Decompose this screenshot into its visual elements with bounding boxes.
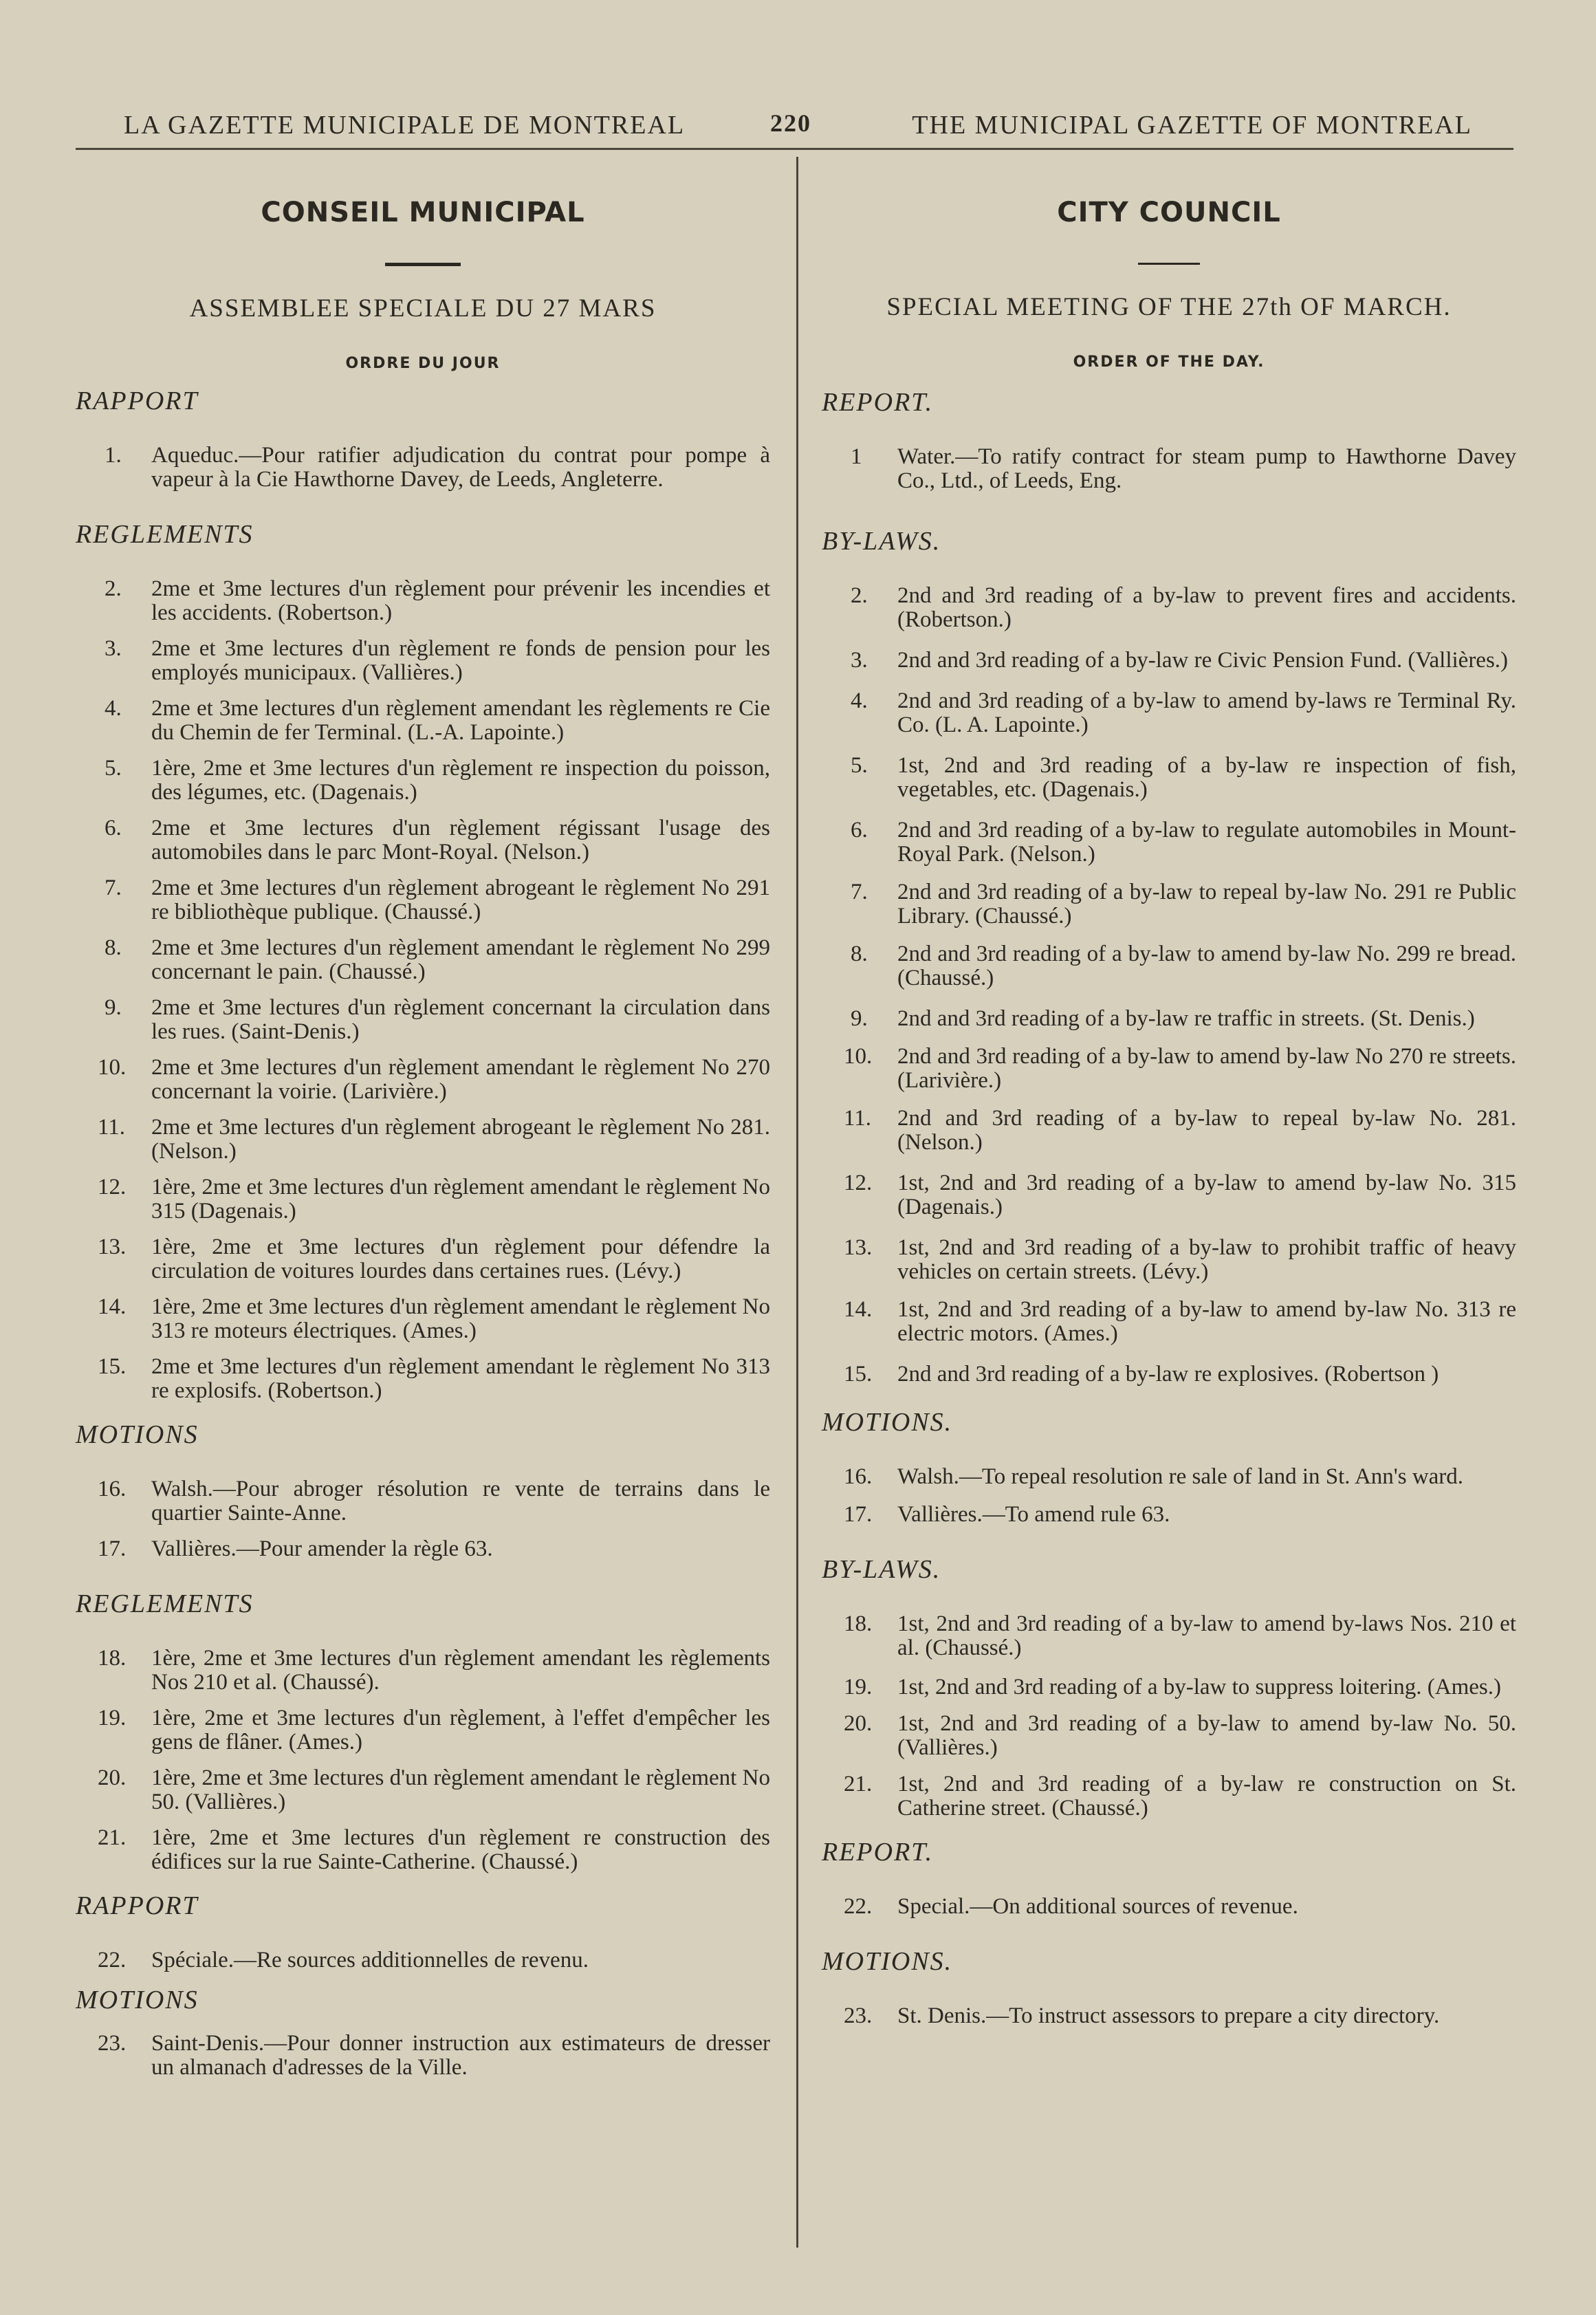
item-text: 1ère, 2me et 3me lectures d'un règlement amendant le règlement No 315 (Dagenais.) — [151, 1175, 770, 1224]
item-number: 16. — [844, 1464, 873, 1489]
item-number: 2. — [105, 576, 122, 601]
list-item — [822, 754, 1516, 802]
list-item — [822, 1675, 1516, 1699]
item-number: 22. — [98, 1948, 127, 1972]
list-item — [76, 577, 770, 625]
item-number: 20. — [844, 1711, 873, 1736]
english-order-heading: ORDER OF THE DAY. — [1073, 354, 1265, 371]
french-order-heading: ORDRE DU JOUR — [345, 355, 501, 372]
header-rule — [76, 148, 1513, 150]
english-column — [822, 186, 1516, 2040]
item-text: 1ère, 2me et 3me lectures d'un règlement amendant le règlement No 313 re moteurs électriques. (Ames.) — [151, 1294, 770, 1343]
page-number: 220 — [770, 109, 811, 137]
item-number: 3. — [851, 648, 868, 673]
list-item — [822, 2004, 1516, 2028]
english-title: CITY COUNCIL — [1057, 197, 1281, 228]
list-item — [76, 637, 770, 685]
list-item — [76, 1706, 770, 1754]
section-heading: REGLEMENTS — [76, 520, 254, 549]
item-number: 9. — [851, 1006, 868, 1031]
item-text: 2nd and 3rd reading of a by-law to repeal by-law No. 291 re Public Library. (Chaussé.) — [897, 880, 1516, 928]
item-text: Vallières.—Pour amender la règle 63. — [151, 1536, 493, 1561]
list-item — [822, 1503, 1516, 1527]
list-item — [822, 1362, 1516, 1387]
item-number: 18. — [844, 1611, 873, 1636]
item-text: Special.—On additional sources of revenue. — [897, 1894, 1298, 1919]
section-heading: RAPPORT — [76, 1891, 199, 1920]
list-item — [76, 1295, 770, 1343]
french-subtitle: ASSEMBLEE SPECIALE DU 27 MARS — [189, 294, 657, 323]
item-text: 1ère, 2me et 3me lectures d'un règlement, à l'effet d'empêcher les gens de flâner. (Ames.) — [151, 1706, 770, 1754]
section-heading: MOTIONS — [76, 1986, 199, 2014]
item-number: 13. — [98, 1235, 127, 1259]
list-item — [822, 649, 1516, 673]
list-item — [76, 1537, 770, 1561]
item-text: Aqueduc.—Pour ratifier adjudication du contrat pour pompe à vapeur à la Cie Hawthorne Davey, de Leeds, Angleterre. — [151, 443, 770, 492]
item-number: 18. — [98, 1646, 127, 1671]
item-text: 2me et 3me lectures d'un règlement pour prévenir les incendies et les accidents. (Robertson.) — [151, 576, 770, 625]
item-number: 1 — [851, 444, 862, 469]
item-text: 1st, 2nd and 3rd reading of a by-law re construction on St. Catherine street. (Chaussé.) — [897, 1772, 1516, 1821]
title-dash — [1138, 263, 1200, 265]
item-text: Vallières.—To amend rule 63. — [897, 1502, 1170, 1527]
list-item — [822, 880, 1516, 928]
english-subtitle: SPECIAL MEETING OF THE 27th OF MARCH. — [886, 293, 1452, 321]
list-item — [822, 1236, 1516, 1284]
list-item — [76, 444, 770, 492]
item-text: 2nd and 3rd reading of a by-law to amend by-law No 270 re streets. (Larivière.) — [897, 1044, 1516, 1093]
item-text: 2nd and 3rd reading of a by-law to amend by-laws re Terminal Ry. Co. (L. A. Lapointe.) — [897, 688, 1516, 737]
list-item — [822, 689, 1516, 737]
item-text: 1st, 2nd and 3rd reading of a by-law to amend by-law No. 313 re electric motors. (Ames.) — [897, 1297, 1516, 1346]
item-text: 2nd and 3rd reading of a by-law to regulate automobiles in Mount-Royal Park. (Nelson.) — [897, 818, 1516, 867]
item-text: 1ère, 2me et 3me lectures d'un règlement amendant les règlements Nos 210 et al. (Chaussé). — [151, 1646, 770, 1695]
section-heading: MOTIONS. — [822, 1408, 953, 1437]
item-number: 10. — [98, 1055, 127, 1080]
item-number: 1. — [105, 443, 122, 468]
item-number: 16. — [98, 1477, 127, 1501]
list-item — [822, 1612, 1516, 1660]
list-item — [822, 942, 1516, 990]
item-number: 23. — [844, 2003, 873, 2028]
list-item — [76, 1477, 770, 1525]
section-heading: BY-LAWS. — [822, 527, 941, 556]
item-text: 2me et 3me lectures d'un règlement abrogeant le règlement No 281. (Nelson.) — [151, 1115, 770, 1164]
list-item — [822, 1007, 1516, 1031]
list-item — [76, 1235, 770, 1283]
list-item — [76, 1056, 770, 1104]
item-number: 2. — [851, 583, 868, 608]
list-item — [76, 996, 770, 1044]
list-item — [76, 1646, 770, 1695]
item-text: 2nd and 3rd reading of a by-law re Civic Pension Fund. (Vallières.) — [897, 648, 1509, 673]
item-text: Walsh.—To repeal resolution re sale of land in St. Ann's ward. — [897, 1464, 1464, 1489]
list-item — [76, 697, 770, 745]
item-number: 4. — [105, 696, 122, 721]
item-number: 15. — [98, 1354, 127, 1379]
list-item — [76, 1826, 770, 1874]
item-number: 11. — [98, 1115, 126, 1140]
list-item — [76, 1355, 770, 1403]
item-text: 2me et 3me lectures d'un règlement amendant les règlements re Cie du Chemin de fer Terminal. (L.-A. Lapointe.) — [151, 696, 770, 745]
list-item — [822, 584, 1516, 632]
item-number: 6. — [105, 816, 122, 840]
item-text: 2nd and 3rd reading of a by-law to prevent fires and accidents. (Robertson.) — [897, 583, 1516, 632]
page-header — [76, 103, 1520, 151]
item-number: 11. — [844, 1106, 872, 1131]
item-number: 17. — [98, 1536, 127, 1561]
item-text: Water.—To ratify contract for steam pump to Hawthorne Davey Co., Ltd., of Leeds, Eng. — [897, 444, 1516, 493]
item-text: 2me et 3me lectures d'un règlement amendant le règlement No 299 concernant le pain. (Chaussé.) — [151, 935, 770, 984]
list-item — [76, 1948, 770, 1972]
list-item — [822, 1465, 1516, 1489]
item-number: 8. — [851, 942, 868, 966]
item-number: 5. — [105, 756, 122, 781]
list-item — [76, 757, 770, 805]
item-text: 1st, 2nd and 3rd reading of a by-law re inspection of fish, vegetables, etc. (Dagenais.) — [897, 753, 1516, 802]
list-item — [822, 1772, 1516, 1821]
item-text: 1st, 2nd and 3rd reading of a by-law to suppress loitering. (Ames.) — [897, 1675, 1501, 1699]
item-number: 21. — [844, 1772, 873, 1796]
list-item — [76, 1175, 770, 1224]
item-text: 1st, 2nd and 3rd reading of a by-law to prohibit traffic of heavy vehicles on certain streets. (Lévy.) — [897, 1235, 1516, 1284]
item-text: 1ère, 2me et 3me lectures d'un règlement amendant le règlement No 50. (Vallières.) — [151, 1765, 770, 1814]
list-item — [822, 1171, 1516, 1219]
item-text: 2nd and 3rd reading of a by-law to repeal by-law No. 281. (Nelson.) — [897, 1106, 1516, 1155]
french-title: CONSEIL MUNICIPAL — [261, 197, 585, 228]
section-heading: REGLEMENTS — [76, 1589, 254, 1618]
section-heading: MOTIONS — [76, 1420, 199, 1449]
item-text: 2me et 3me lectures d'un règlement concernant la circulation dans les rues. (Saint-Denis.) — [151, 995, 770, 1044]
french-column — [76, 186, 770, 2091]
item-text: 1st, 2nd and 3rd reading of a by-law to amend by-laws Nos. 210 et al. (Chaussé.) — [897, 1611, 1516, 1660]
column-divider — [796, 157, 798, 2248]
item-number: 21. — [98, 1825, 127, 1850]
section-heading: MOTIONS. — [822, 1947, 953, 1976]
title-dash — [385, 263, 461, 266]
item-number: 9. — [105, 995, 122, 1020]
section-heading: RAPPORT — [76, 387, 199, 415]
list-item — [822, 1045, 1516, 1093]
item-number: 12. — [844, 1171, 873, 1195]
item-text: Walsh.—Pour abroger résolution re vente de terrains dans le quartier Sainte-Anne. — [151, 1477, 770, 1525]
item-text: 2me et 3me lectures d'un règlement abrogeant le règlement No 291 re bibliothèque publique. (Chaussé.) — [151, 876, 770, 924]
item-number: 15. — [844, 1362, 873, 1387]
item-number: 19. — [98, 1706, 127, 1730]
list-item — [76, 2032, 770, 2080]
item-text: 2nd and 3rd reading of a by-law to amend by-law No. 299 re bread. (Chaussé.) — [897, 942, 1516, 990]
item-number: 23. — [98, 2031, 127, 2056]
item-number: 7. — [105, 876, 122, 900]
list-item — [76, 1116, 770, 1164]
section-heading: REPORT. — [822, 1838, 934, 1867]
item-number: 3. — [105, 636, 122, 661]
item-text: 2nd and 3rd reading of a by-law re traffic in streets. (St. Denis.) — [897, 1006, 1475, 1031]
item-text: 1ère, 2me et 3me lectures d'un règlement pour défendre la circulation de voitures lourdes dans certaines rues. (Lévy.) — [151, 1235, 770, 1283]
header-right-title: THE MUNICIPAL GAZETTE OF MONTREAL — [912, 111, 1472, 140]
item-text: 1st, 2nd and 3rd reading of a by-law to amend by-law No. 315 (Dagenais.) — [897, 1171, 1516, 1219]
item-text: Saint-Denis.—Pour donner instruction aux estimateurs de dresser un almanach d'adresses de la Ville. — [151, 2031, 770, 2080]
item-text: 2me et 3me lectures d'un règlement re fonds de pension pour les employés municipaux. (Vallières.) — [151, 636, 770, 685]
list-item — [822, 445, 1516, 493]
item-number: 12. — [98, 1175, 127, 1199]
list-item — [76, 936, 770, 984]
list-item — [822, 818, 1516, 867]
item-text: St. Denis.—To instruct assessors to prepare a city directory. — [897, 2003, 1440, 2028]
item-number: 14. — [844, 1297, 873, 1322]
list-item — [76, 876, 770, 924]
item-number: 13. — [844, 1235, 873, 1260]
item-text: Spéciale.—Re sources additionnelles de revenu. — [151, 1948, 589, 1972]
item-text: 1st, 2nd and 3rd reading of a by-law to amend by-law No. 50. (Vallières.) — [897, 1711, 1516, 1760]
list-item — [822, 1298, 1516, 1346]
list-item — [822, 1107, 1516, 1155]
item-number: 22. — [844, 1894, 873, 1919]
item-number: 6. — [851, 818, 868, 843]
item-number: 10. — [844, 1044, 873, 1069]
item-text: 2me et 3me lectures d'un règlement amendant le règlement No 313 re explosifs. (Robertson.) — [151, 1354, 770, 1403]
item-text: 1ère, 2me et 3me lectures d'un règlement re inspection du poisson, des légumes, etc. (Dagenais.) — [151, 756, 770, 805]
section-heading: BY-LAWS. — [822, 1555, 941, 1584]
item-text: 2nd and 3rd reading of a by-law re explosives. (Robertson ) — [897, 1362, 1439, 1387]
item-number: 17. — [844, 1502, 873, 1527]
header-left-title: LA GAZETTE MUNICIPALE DE MONTREAL — [124, 111, 686, 140]
item-number: 20. — [98, 1765, 127, 1790]
list-item — [822, 1712, 1516, 1760]
item-number: 19. — [844, 1675, 873, 1699]
item-number: 8. — [105, 935, 122, 960]
list-item — [76, 816, 770, 865]
item-number: 7. — [851, 880, 868, 904]
item-number: 14. — [98, 1294, 127, 1319]
item-text: 1ère, 2me et 3me lectures d'un règlement re construction des édifices sur la rue Sainte-Catherine. (Chaussé.) — [151, 1825, 770, 1874]
list-item — [822, 1895, 1516, 1919]
item-text: 2me et 3me lectures d'un règlement régissant l'usage des automobiles dans le parc Mont-Royal. (Nelson.) — [151, 816, 770, 865]
item-text: 2me et 3me lectures d'un règlement amendant le règlement No 270 concernant la voirie. (Larivière.) — [151, 1055, 770, 1104]
list-item — [76, 1766, 770, 1814]
item-number: 4. — [851, 688, 868, 713]
section-heading: REPORT. — [822, 388, 934, 417]
item-number: 5. — [851, 753, 868, 778]
